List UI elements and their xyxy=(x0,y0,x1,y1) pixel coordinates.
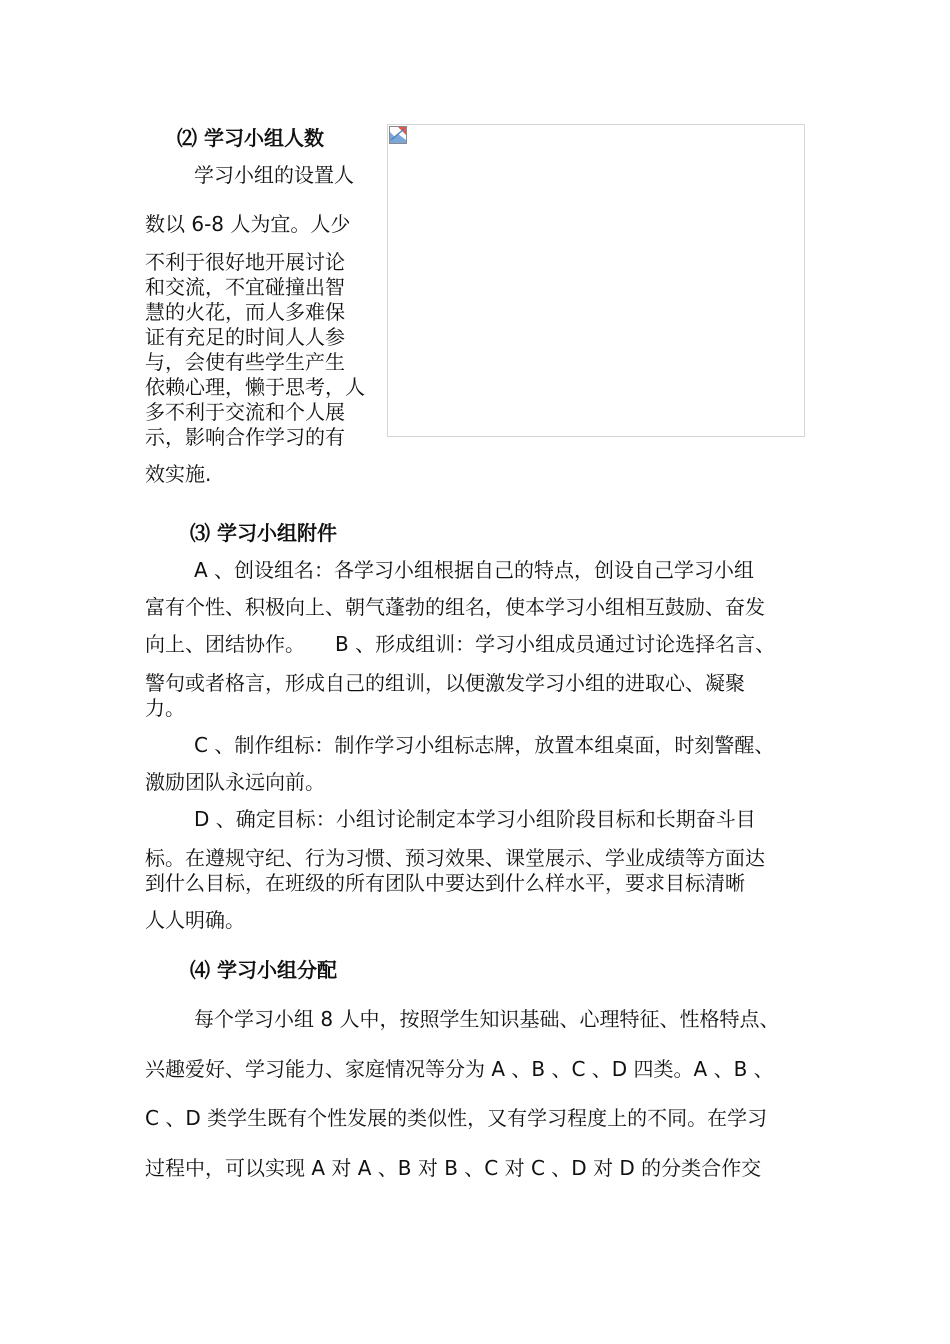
section-heading-group-size: ⑵ 学习小组人数 xyxy=(177,126,324,150)
paragraph-line: 兴趣爱好、学习能力、家庭情况等分为 A 、B 、C 、D 四类。A 、B 、 xyxy=(145,1057,774,1081)
paragraph-line: 力。 xyxy=(145,696,185,720)
paragraph-line: 标。在遵规守纪、行为习惯、预习效果、课堂展示、学业成绩等方面达 xyxy=(145,846,765,870)
paragraph-line: C 、制作组标：制作学习小组标志牌，放置本组桌面，时刻警醒、 xyxy=(194,733,775,757)
paragraph-line: 依赖心理，懒于思考，人 xyxy=(145,375,365,399)
paragraph-line: 警句或者格言，形成自己的组训，以便激发学习小组的进取心、凝聚 xyxy=(145,671,745,695)
paragraph-line: 证有充足的时间人人参 xyxy=(145,325,345,349)
paragraph-line: 数以 6-8 人为宜。人少 xyxy=(145,212,351,236)
paragraph-line: 富有个性、积极向上、朝气蓬勃的组名，使本学习小组相互鼓励、奋发 xyxy=(145,595,765,619)
paragraph-line: 向上、团结协作。 B 、形成组训：学习小组成员通过讨论选择名言、 xyxy=(145,632,776,656)
section-heading-group-accessories: ⑶ 学习小组附件 xyxy=(190,521,337,545)
paragraph-line: 示，影响合作学习的有 xyxy=(145,425,345,449)
paragraph-line: 到什么目标，在班级的所有团队中要达到什么样水平，要求目标清晰 xyxy=(145,871,745,895)
figure-placeholder xyxy=(387,124,805,437)
paragraph-line: 与，会使有些学生产生 xyxy=(145,350,345,374)
paragraph-line: 学习小组的设置人 xyxy=(194,163,354,187)
section-heading-group-allocation: ⑷ 学习小组分配 xyxy=(190,958,337,982)
paragraph-line: 和交流，不宜碰撞出智 xyxy=(145,275,345,299)
broken-image-icon xyxy=(389,126,407,144)
paragraph-line: C 、D 类学生既有个性发展的类似性，又有学习程度上的不同。在学习 xyxy=(145,1106,768,1130)
paragraph-line: D 、确定目标：小组讨论制定本学习小组阶段目标和长期奋斗目 xyxy=(194,807,756,831)
paragraph-line: 多不利于交流和个人展 xyxy=(145,400,345,424)
paragraph-line: 每个学习小组 8 人中，按照学生知识基础、心理特征、性格特点、 xyxy=(194,1007,780,1031)
paragraph-line: 慧的火花，而人多难保 xyxy=(145,300,345,324)
paragraph-line: A 、创设组名：各学习小组根据自己的特点，创设自己学习小组 xyxy=(194,558,755,582)
paragraph-line: 不利于很好地开展讨论 xyxy=(145,250,345,274)
paragraph-line: 激励团队永远向前。 xyxy=(145,770,325,794)
paragraph-line: 过程中，可以实现 A 对 A 、B 对 B 、C 对 C 、D 对 D 的分类合作交 xyxy=(145,1156,762,1180)
paragraph-line: 效实施. xyxy=(145,462,212,486)
paragraph-line: 人人明确。 xyxy=(145,908,245,932)
